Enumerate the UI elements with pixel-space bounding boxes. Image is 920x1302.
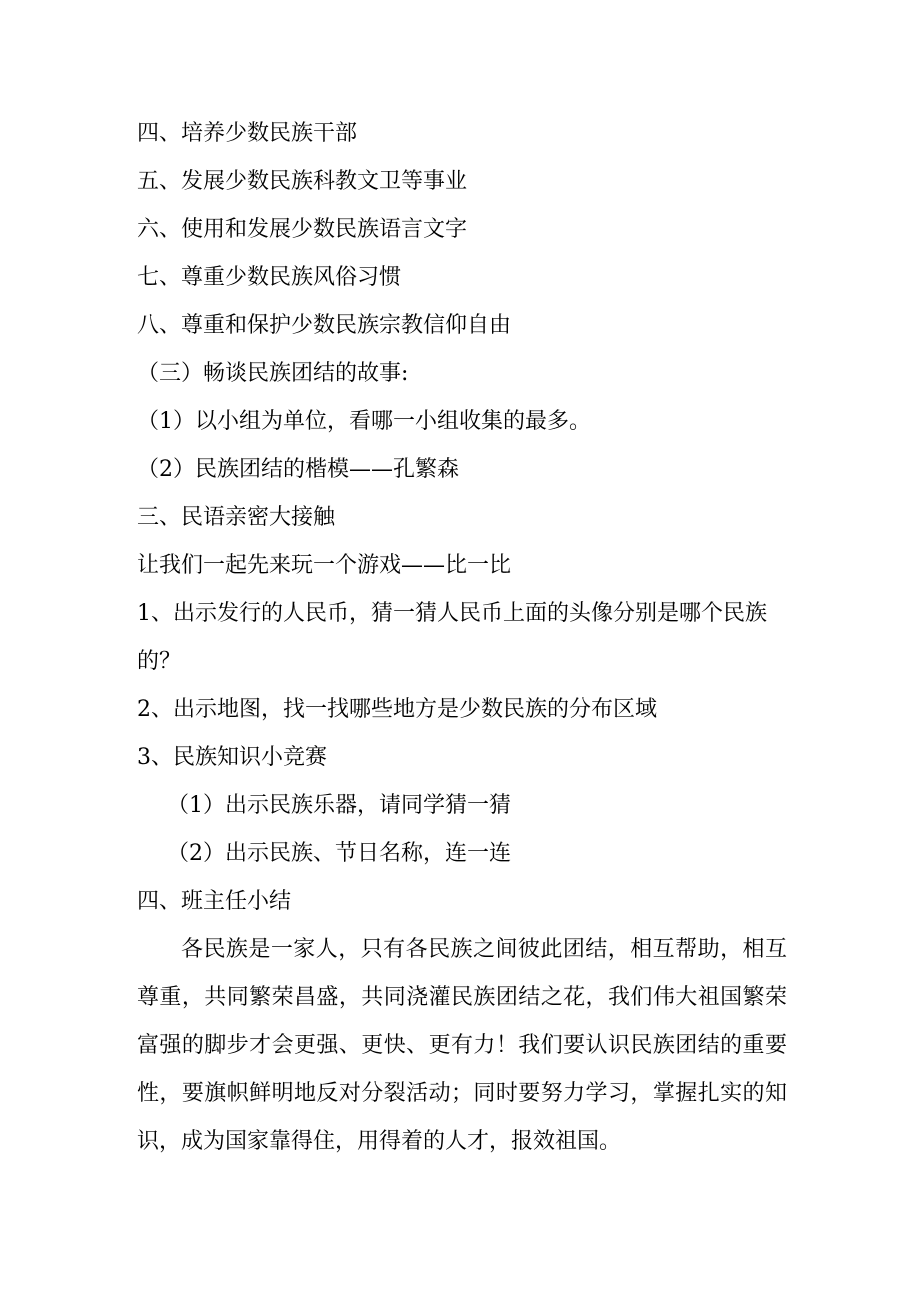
text-line: （2）出示民族、节日名称，连一连	[167, 841, 511, 866]
text-line: （1）以小组为单位，看哪一小组收集的最多。	[137, 409, 591, 434]
text-line: 七、尊重少数民族风俗习惯	[137, 265, 402, 290]
document-body	[137, 110, 787, 1166]
text-line: 五、发展少数民族科教文卫等事业	[137, 169, 468, 194]
text-line: 2、出示地图，找一找哪些地方是少数民族的分布区域	[137, 697, 657, 722]
section-heading: 四、班主任小结	[137, 889, 292, 914]
text-line: 四、培养少数民族干部	[137, 121, 358, 146]
text-line: （三）畅谈民族团结的故事:	[137, 361, 409, 386]
text-line: 3、民族知识小竞赛	[137, 745, 327, 770]
text-line: （1）出示民族乐器，请同学猜一猜	[167, 793, 511, 818]
text-line: 的？	[137, 649, 182, 674]
text-line: 八、尊重和保护少数民族宗教信仰自由	[137, 313, 512, 338]
summary-paragraph: 各民族是一家人，只有各民族之间彼此团结，相互帮助，相互尊重，共同繁荣昌盛，共同浇灌民族团结之花，我们伟大祖国繁荣富强的脚步才会更强、更快、更有力！我们要认识民族团结的重要性，要旗帜鲜明地反对分裂活动；同时要努力学习，掌握扎实的知识，成为国家靠得住，用得着的人才，报效祖国。	[137, 937, 787, 1154]
text-line: 1、出示发行的人民币，猜一猜人民币上面的头像分别是哪个民族	[137, 601, 767, 626]
text-line: 六、使用和发展少数民族语言文字	[137, 217, 468, 242]
section-heading: 三、民语亲密大接触	[137, 505, 336, 530]
text-line: 让我们一起先来玩一个游戏——比一比	[137, 553, 512, 578]
text-line: （2）民族团结的楷模——孔繁森	[137, 457, 459, 482]
